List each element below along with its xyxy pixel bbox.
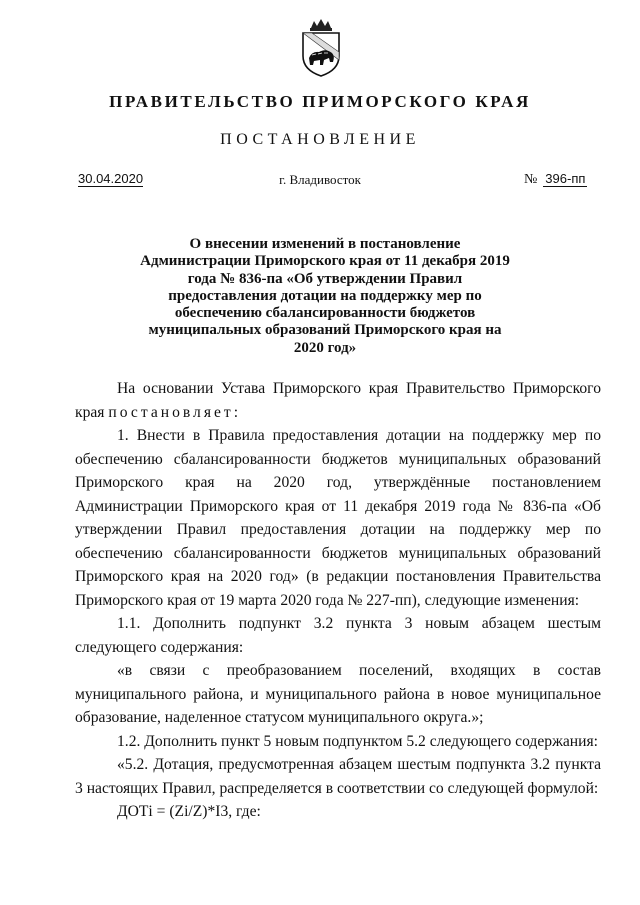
government-title: ПРАВИТЕЛЬСТВО ПРИМОРСКОГО КРАЯ <box>109 92 531 111</box>
formula-line: ДОТi = (Zi/Z)*I3, где: <box>117 803 261 820</box>
document-date: 30.04.2020 <box>78 171 144 186</box>
number-value: 396-пп <box>545 171 586 186</box>
intro-text: На основании Устава Приморского края Правительство Приморского края <box>75 380 601 421</box>
document-city: г. Владивосток <box>279 172 361 187</box>
intro-verb: постановляет: <box>108 403 242 421</box>
intro-paragraph <box>75 377 601 424</box>
paragraph-1: 1. Внести в Правила предоставления дотации на поддержку мер по обеспечению сбалансированности бюджетов муниципальных образований Приморского края на 2020 год, утверждённые постановлением Администрации Приморского края от 11 декабря 2019 года № 836-па «Об утверждении Правил предоставления дотации на поддержку мер по обеспечению сбалансированности бюджетов муниципальных образований Приморского края на 2020 год» (в редакции постановления Правительства Приморского края от 19 марта 2020 года № 227-пп), следующие изменения: <box>75 427 601 609</box>
document-number <box>524 171 587 187</box>
paragraph-1-2: 1.2. Дополнить пункт 5 новым подпунктом 5.2 следующего содержания: <box>117 732 598 750</box>
paragraph-5-2: «5.2. Дотация, предусмотренная абзацем шестым подпункта 3.2 пункта 3 настоящих Правил, распределяется в соответствии со следующей формулой: <box>75 756 601 797</box>
document-body <box>75 377 601 824</box>
paragraph-1-1-quote: «в связи с преобразованием поселений, входящих в состав муниципального района, и муниципального района в новое муниципальное образование, наделенное статусом муниципального округа.»; <box>75 662 601 726</box>
document-heading: О внесении изменений в постановление Администрации Приморского края от 11 декабря 2019 года № 836-па «Об утверждении Правил предоставления дотации на поддержку мер по обеспечению сбалансированности бюджетов муниципальных образований Приморского края на 2020 год» <box>140 236 510 356</box>
document-type: ПОСТАНОВЛЕНИЕ <box>220 131 420 148</box>
coat-of-arms-icon <box>298 18 344 78</box>
number-sign: № <box>524 172 538 187</box>
paragraph-1-1: 1.1. Дополнить подпункт 3.2 пункта 3 новым абзацем шестым следующего содержания: <box>75 615 601 656</box>
